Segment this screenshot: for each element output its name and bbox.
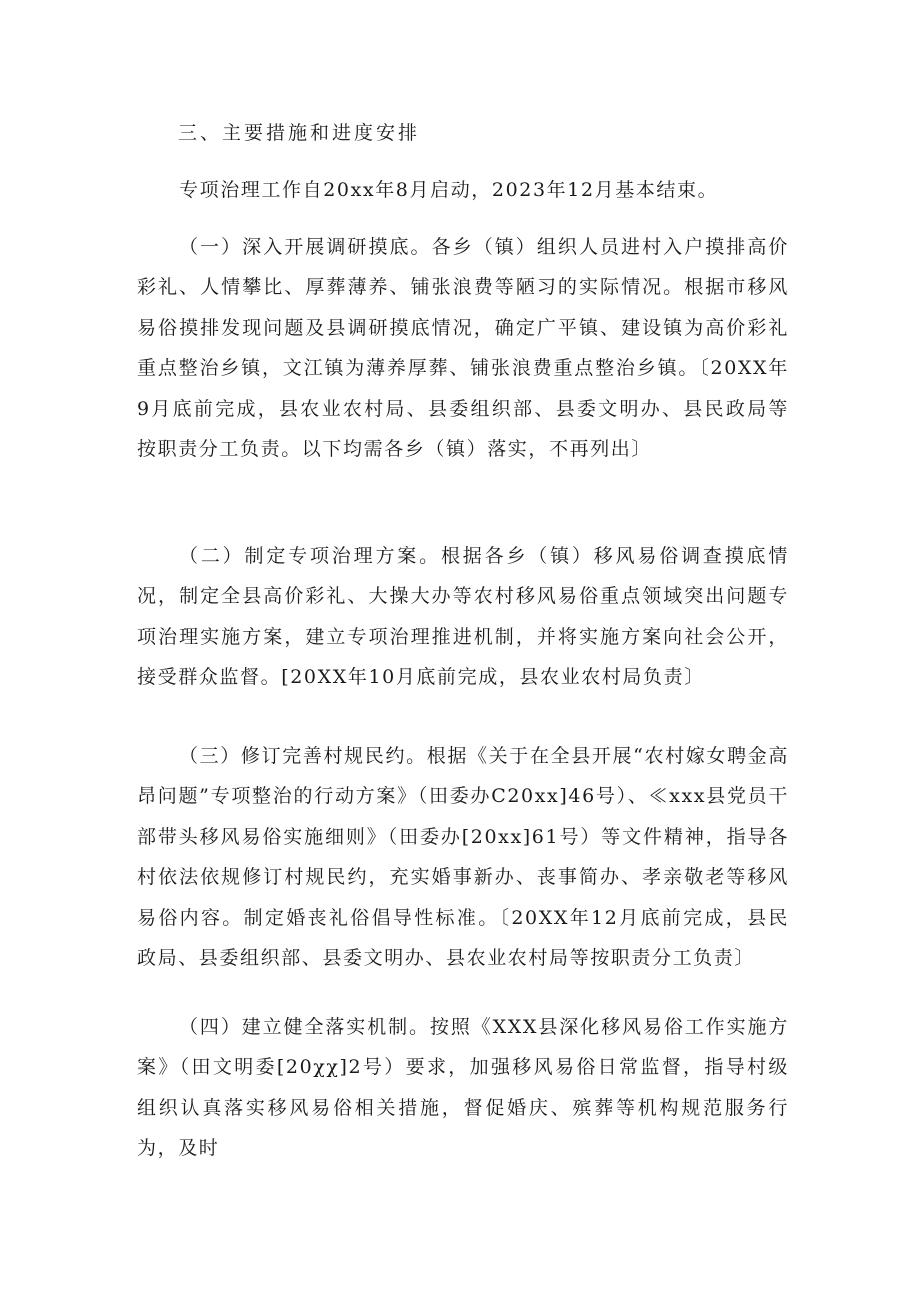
paragraph-timeline: 专项治理工作自20xx年8月启动，2023年12月基本结束。 [179, 179, 719, 201]
paragraph-research: （一）深入开展调研摸底。各乡（镇）组织人员进村入户摸排高价彩礼、人情攀比、厚葬薄养、铺张浪费等陋习的实际情况。根据市移风易俗摸排发现问题及县调研摸底情况，确定广平镇、建设镇为高价彩礼重点整治乡镇，文江镇为薄养厚葬、铺张浪费重点整治乡镇。〔20XX年9月底前完成，县农业农村局、县委组织部、县委文明办、县民政局等按职责分工负责。以下均需各乡（镇）落实，不再列出〕 [137, 236, 789, 461]
paragraph-plan: （二）制定专项治理方案。根据各乡（镇）移风易俗调查摸底情况，制定全县高价彩礼、大操大办等农村移风易俗重点领域突出问题专项治理实施方案，建立专项治理推进机制，并将实施方案向社会公开，接受群众监督。[20XX年10月底前完成，县农业农村局负责〕 [137, 545, 789, 689]
paragraph-mechanism: （四）建立健全落实机制。按照《XXX县深化移风易俗工作实施方案》（田文明委[20χχ]2号）要求，加强移风易俗日常监督，指导村级组织认真落实移风易俗相关措施，督促婚庆、殡葬等机构规范服务行为，及时 [137, 1016, 789, 1160]
paragraph-village-rules: （三）修订完善村规民约。根据《关于在全县开展“农村嫁女聘金高昂问题”专项整治的行动方案》（田委办C20xx]46号）、≪xxx县党员干部带头移风易俗实施细则》（田委办[20xx]61号）等文件精神，指导各村依法依规修订村规民约，充实婚事新办、丧事简办、孝亲敬老等移风易俗内容。制定婚丧礼俗倡导性标准。〔20XX年12月底前完成，县民政局、县委组织部、县委文明办、县农业农村局等按职责分工负责〕 [137, 745, 789, 970]
section-heading: 三、主要措施和进度安排 [178, 122, 421, 144]
